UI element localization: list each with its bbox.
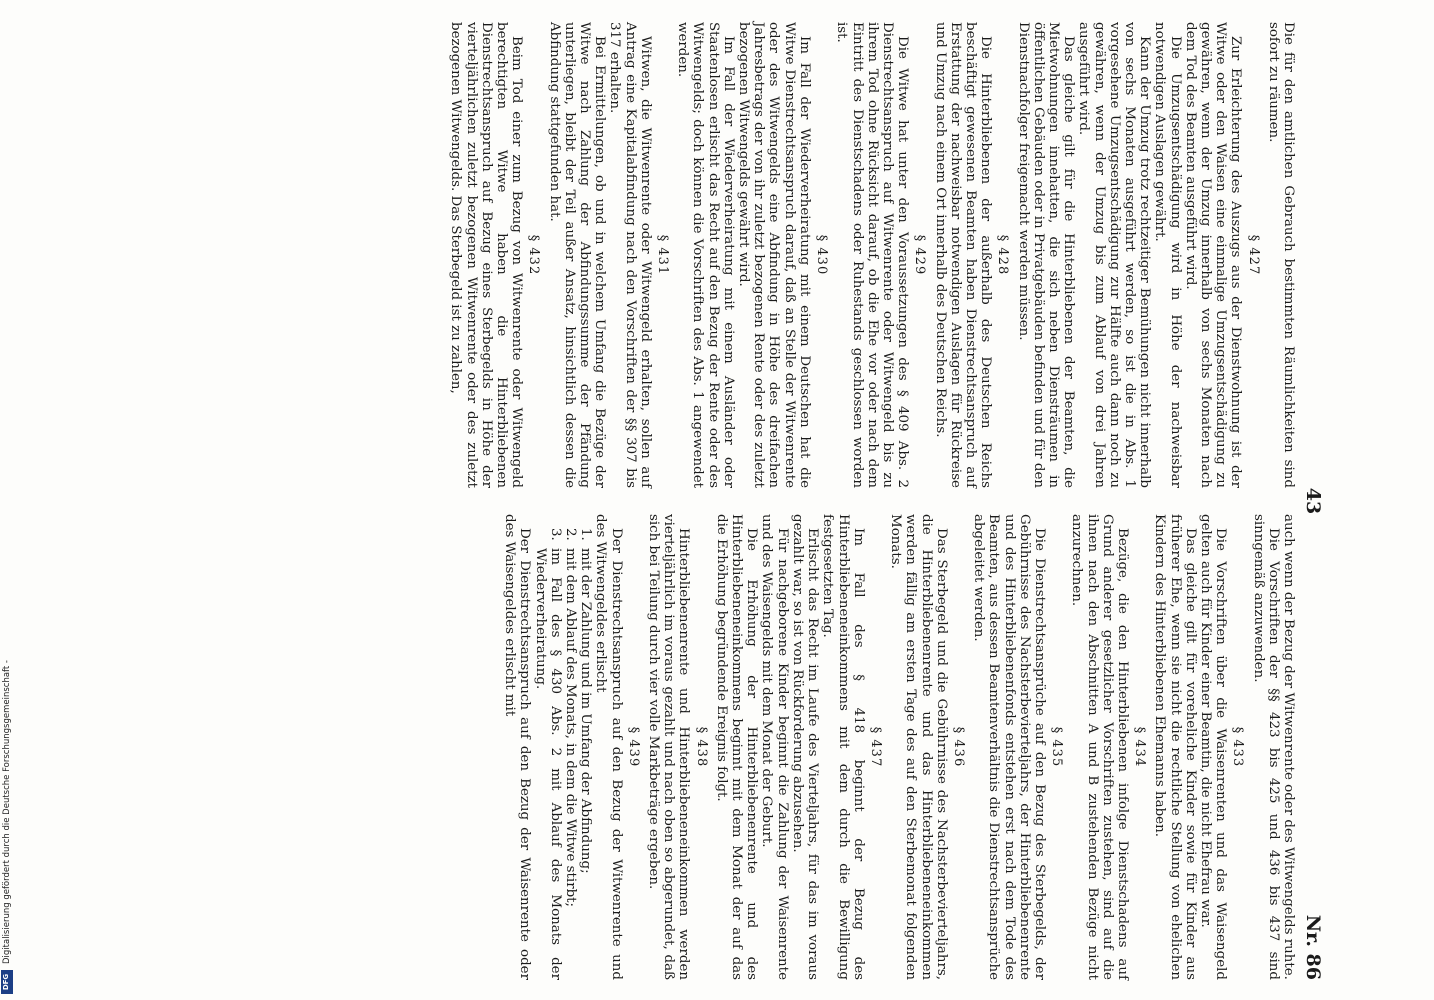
- section-heading: § 439: [625, 726, 641, 768]
- section-heading: § 434: [1132, 726, 1148, 768]
- section-heading: § 429: [912, 234, 928, 276]
- left-column: [448, 22, 1296, 488]
- paragraph: Das gleiche gilt für voreheliche Kinder sowie für Kinder aus früherer Ehe, wenn sie nicht die rechtliche Stellung von ehelichen Kindern des Hinterbliebenen Ehemanns haben.: [1152, 514, 1198, 980]
- paragraph: Die Vorschriften über die Waisenrenten und das Waisengeld gelten auch für Kinder einer Beamtin, die nicht Ehefrau war.: [1197, 514, 1229, 980]
- section-heading: § 433: [1230, 726, 1246, 768]
- paragraph: Witwen, die Witwenrente oder Witwengeld erhalten, sollen auf Antrag eine Kapitalabfindung nach den Vorschriften der §§ 307 bis 317 erhalten.: [607, 22, 653, 488]
- paragraph: Das gleiche gilt für die Hinterbliebenen der Beamten, die Mietwohnungen innehatten, die sich neben Diensträumen in öffentlichen Gebäuden oder in Privatgebäuden befinden und für den Dienstnachfolger freigemacht werden müssen.: [1015, 22, 1077, 488]
- paragraph: Die für den amtlichen Gebrauch bestimmten Räumlichkeiten sind sofort zu räumen.: [1265, 22, 1296, 488]
- enumerated-list: [532, 514, 593, 980]
- right-column: [448, 514, 1296, 980]
- paragraph: Die Vorschriften der §§ 423 bis 425 und 436 bis 437 sind sinngemäß anzuwenden.: [1250, 514, 1281, 980]
- section-heading: § 432: [526, 234, 542, 276]
- section-heading: § 430: [814, 234, 830, 276]
- logo-text: DFG: [2, 973, 11, 991]
- paragraph: Der Dienstrechtsanspruch auf den Bezug der Waisenrente oder des Waisengeldes erlischt mit: [502, 514, 533, 980]
- paragraph: Die Umzugsentschädigung wird in Höhe der nachweisbar notwendigen Auslagen gewährt.: [1152, 22, 1183, 488]
- list-item-text: mit der Zahlung und im Umfang der Abfindung;: [578, 548, 594, 874]
- paragraph: Der Dienstrechtsanspruch auf den Bezug der Witwenrente und des Witwengeldes erlischt: [593, 514, 624, 980]
- paragraph: Im Fall der Wiederverheiratung mit einem Ausländer oder Staatenlosen erlischt das Recht auf den Bezug der Rente oder des Witwengelds; doch können die Vorschriften des Abs. 1 angewendet werden.: [675, 22, 736, 488]
- digitization-footer: [0, 4, 14, 996]
- list-item-text: mit dem Ablauf des Monats, in dem die Witwe stirbt;: [563, 548, 579, 908]
- issue-number: Nr. 86: [1302, 914, 1324, 980]
- paragraph: Bei Ermittelungen, ob und in welchem Umfang die Bezüge der Witwe nach Zahlung der Abfindungssumme der Pfändung unterliegen, bleibt der Teil außer Ansatz, hinsichtlich dessen die Abfindung stattgefunden hat.: [546, 22, 608, 488]
- list-item-number: 2.: [563, 528, 579, 541]
- paragraph: Erlischt das Recht im Laufe des Vierteljahrs, für das im voraus gezahlt war, so ist von Rückforderung abzusehen.: [789, 514, 821, 980]
- text-columns: [448, 22, 1296, 980]
- section-heading: § 427: [1245, 234, 1261, 276]
- rotated-page-content: [126, 22, 1326, 980]
- paragraph: Beim Tod einer zum Bezug von Witwenrente oder Witwengeld berechtigten Witwe haben die Hinterbliebenen Dienstrechtsanspruch auf Bezug eines Sterbegelds in Höhe der vierteljährlichen zuletzt bezogenen Witwenrente oder des zuletzt bezogenen Witwengelds. Das Sterbegeld ist zu zahlen,: [448, 22, 525, 488]
- page-number: 43: [1302, 487, 1324, 515]
- list-item: [563, 528, 578, 980]
- section-heading: § 436: [950, 726, 966, 768]
- page-header: [1296, 22, 1326, 980]
- list-item: [532, 528, 562, 980]
- section-heading: § 431: [655, 234, 671, 276]
- paragraph: Für nachgeborene Kinder beginnt die Zahlung der Waisenrente und des Waisengelds mit dem Monat der Geburt.: [759, 514, 790, 980]
- paragraph: Kann der Umzug trotz rechtzeitiger Bemühungen nicht innerhalb von sechs Monaten ausgeführt werden, so ist die in Abs. 1 vorgesehene Umzugsentschädigung zur Hälfte auch dann noch zu gewähren, wenn der Umzug bis zum Ablauf von drei Jahren ausgeführt wird.: [1076, 22, 1153, 488]
- paragraph: Zur Erleichterung des Auszugs aus der Dienstwohnung ist der Witwe oder den Waisen eine einmalige Umzugsentschädigung zu gewähren, wenn der Umzug innerhalb von sechs Monaten nach dem Tod des Beamten ausgeführt wird.: [1182, 22, 1244, 488]
- footer-credit-text: Digitalisierung gefördert durch die Deutsche Forschungsgemeinschaft -: [2, 660, 12, 964]
- paragraph: Die Erhöhung der Hinterbliebenenrente und des Hinterbliebeneneinkommens beginnt mit dem Monat der auf das die Erhöhung begründende Ereignis folgt.: [713, 514, 760, 980]
- paragraph: Im Fall des § 418 beginnt der Bezug des Hinterbliebeneneinkommens mit dem durch die Bewilligung festgesetzten Tag.: [820, 514, 866, 980]
- section-heading: § 438: [693, 726, 709, 768]
- paragraph: Die Hinterbliebenen der außerhalb des Deutschen Reichs beschäftigt gewesenen Beamten haben Dienstrechtsanspruch auf Erstattung der nachweisbar notwendigen Auslagen für Rückreise und Umzug nach einem Ort innerhalb des Deutschen Reichs.: [932, 22, 994, 488]
- paragraph: Die Dienstrechtsansprüche auf den Bezug des Sterbegelds, der Gebührnisse des Nachsterbevierteljahrs, der Hinterbliebenenrente und des Hinterbliebenenfonds entstehen erst nach dem Tode des Beamten, aus dessen Beamtenverhältnis die Dienstrechtsansprüche abgeleitet werden.: [971, 514, 1047, 980]
- paragraph: Das Sterbegeld und die Gebührnisse des Nachsterbevierteljahrs, die Hinterbliebenenrente und das Hinterbliebeneneinkommen werden fällig am ersten Tage des auf den Sterbemonat folgenden Monats.: [888, 514, 949, 980]
- section-heading: § 437: [867, 726, 883, 768]
- list-item: [578, 528, 593, 980]
- list-item-number: 3.: [547, 528, 563, 541]
- paragraph: Die Witwe hat unter den Voraussetzungen des § 409 Abs. 2 Dienstrechtsanspruch auf Witwenrente oder Witwengeld bis zu ihrem Tod ohne Rücksicht darauf, ob die Ehe vor oder nach dem Eintritt des Dienstschadens oder Ruhestands geschlossen worden ist.: [834, 22, 911, 488]
- list-item-number: 1.: [578, 528, 594, 541]
- list-item-text: im Fall des § 430 Abs. 2 mit Ablauf des Monats der Wiederverheiratung.: [532, 548, 563, 980]
- section-heading: § 435: [1049, 726, 1065, 768]
- paragraph: Hinterbliebenenrente und Hinterbliebeneneinkommen werden vierteljährlich im voraus gezahlt und nach oben so abgerundet, daß sich bei Teilung durch vier volle Markbeträge ergeben.: [646, 514, 692, 980]
- dfg-logo-icon: [1, 970, 13, 994]
- paragraph: Bezüge, die den Hinterbliebenen infolge Dienstschadens auf Grund anderer gesetzlicher Vorschriften zustehen, sind auf die ihnen nach den Abschnitten A und B zustehenden Bezüge nicht anzurechnen.: [1069, 514, 1130, 980]
- paragraph: Im Fall der Wiederverheiratung mit einem Deutschen hat die Witwe Dienstrechtsanspruch darauf, daß an Stelle der Witwenrente oder des Witwengelds eine Abfindung in Höhe des dreifachen Jahresbetrags der von ihr zuletzt bezogenen Rente oder des zuletzt bezogenen Witwengelds gewährt wird.: [736, 22, 812, 488]
- section-heading: § 428: [995, 234, 1011, 276]
- paragraph: auch wenn der Bezug der Witwenrente oder des Witwengelds ruhte.: [1281, 514, 1296, 980]
